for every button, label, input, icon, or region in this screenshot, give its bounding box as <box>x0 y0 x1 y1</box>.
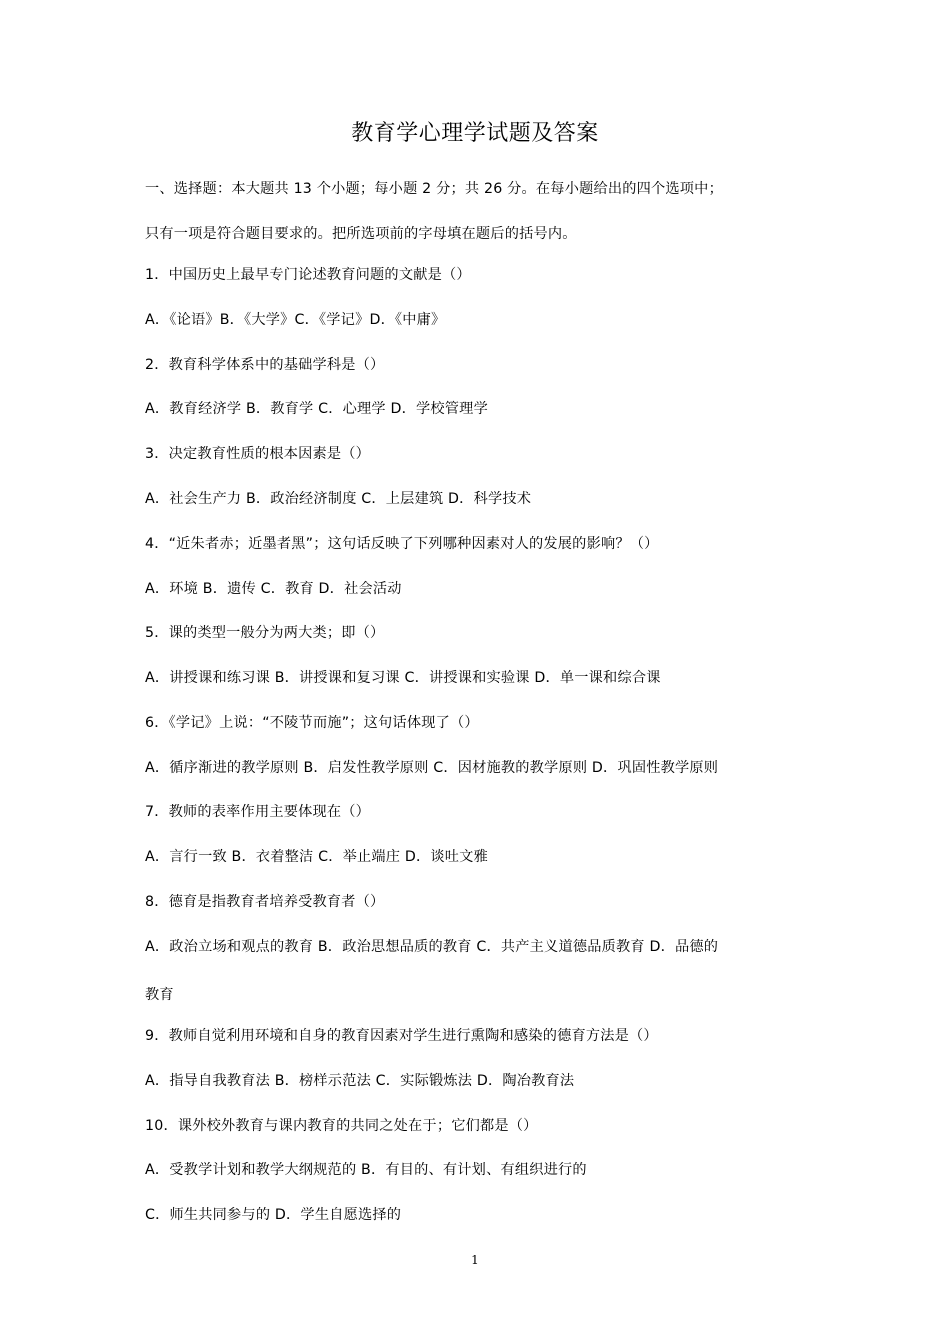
question-8-stem: 8．德育是指教育者培养受教育者（） <box>145 894 385 910</box>
section-intro-line-1: 一、选择题：本大题共 13 个小题；每小题 2 分；共 26 分。在每小题给出的四个选项中； <box>145 181 723 197</box>
question-9-options: A．指导自我教育法 B．榜样示范法 C．实际锻炼法 D．陶冶教育法 <box>145 1073 575 1089</box>
question-1-stem: 1．中国历史上最早专门论述教育问题的文献是（） <box>145 267 471 283</box>
question-6-options: A．循序渐进的教学原则 B．启发性教学原则 C．因材施教的教学原则 D．巩固性教学原则 <box>145 760 719 776</box>
question-2-stem: 2．教育科学体系中的基础学科是（） <box>145 357 385 373</box>
question-7-stem: 7．教师的表率作用主要体现在（） <box>145 804 371 820</box>
question-7-options: A．言行一致 B．衣着整洁 C．举止端庄 D．谈吐文雅 <box>145 849 488 865</box>
question-5-options: A．讲授课和练习课 B．讲授课和复习课 C．讲授课和实验课 D．单一课和综合课 <box>145 670 661 686</box>
question-8-options-line-1: A．政治立场和观点的教育 B．政治思想品质的教育 C．共产主义道德品质教育 D．品德的 <box>145 939 719 955</box>
question-3-options: A．社会生产力 B．政治经济制度 C．上层建筑 D．科学技术 <box>145 491 532 507</box>
question-1-options: A．《论语》B．《大学》C．《学记》D．《中庸》 <box>145 312 446 328</box>
page-number: 1 <box>471 1253 479 1267</box>
question-10-options-line-2: C．师生共同参与的 D．学生自愿选择的 <box>145 1207 402 1223</box>
question-8-options-line-2: 教育 <box>145 987 174 1003</box>
question-5-stem: 5．课的类型一般分为两大类；即（） <box>145 625 385 641</box>
question-4-stem: 4．“近朱者赤；近墨者黑”；这句话反映了下列哪种因素对人的发展的影响？（） <box>145 536 659 552</box>
question-3-stem: 3．决定教育性质的根本因素是（） <box>145 446 371 462</box>
document-title: 教育学心理学试题及答案 <box>351 121 599 146</box>
section-intro-line-2: 只有一项是符合题目要求的。把所选项前的字母填在题后的括号内。 <box>145 226 577 242</box>
question-9-stem: 9．教师自觉利用环境和自身的教育因素对学生进行熏陶和感染的德育方法是（） <box>145 1028 658 1044</box>
question-10-stem: 10．课外校外教育与课内教育的共同之处在于；它们都是（） <box>145 1118 538 1134</box>
question-10-options-line-1: A．受教学计划和教学大纲规范的 B．有目的、有计划、有组织进行的 <box>145 1162 587 1178</box>
question-2-options: A．教育经济学 B．教育学 C．心理学 D．学校管理学 <box>145 401 488 417</box>
question-4-options: A．环境 B．遗传 C．教育 D．社会活动 <box>145 581 402 597</box>
question-6-stem: 6．《学记》上说：“不陵节而施”；这句话体现了（） <box>145 715 479 731</box>
